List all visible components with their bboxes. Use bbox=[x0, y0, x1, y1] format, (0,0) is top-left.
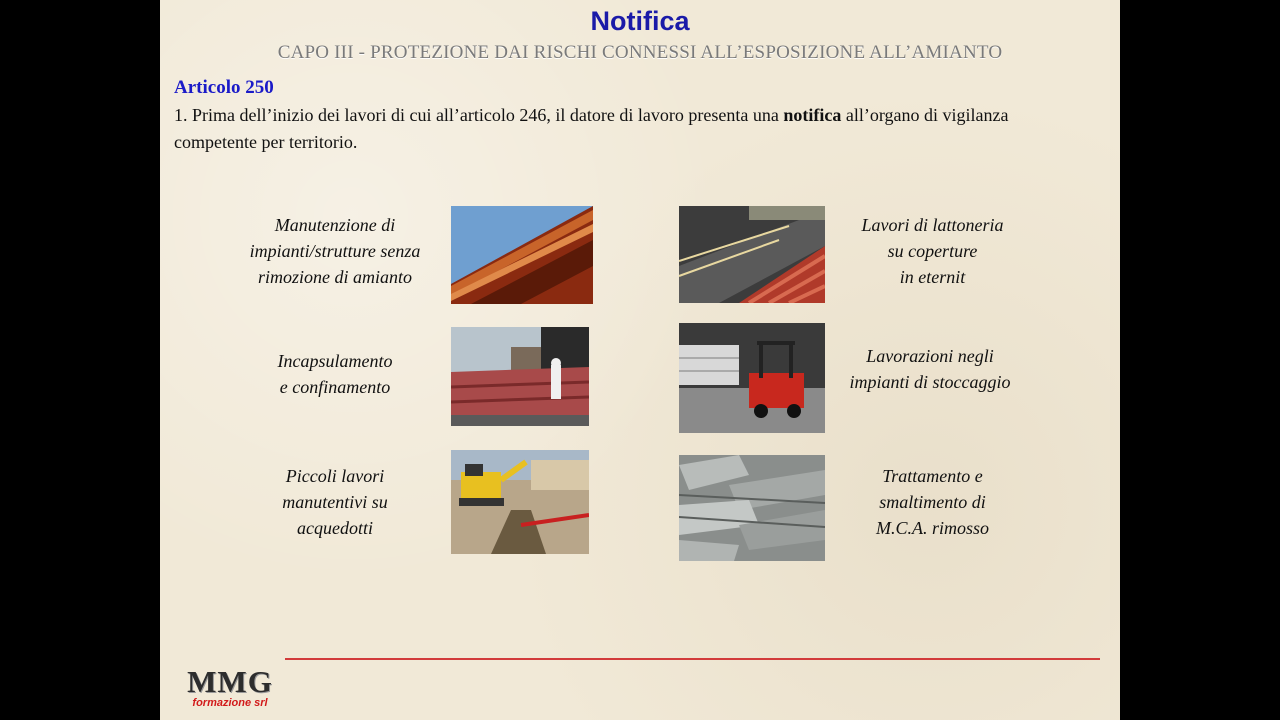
roof-tiles-photo bbox=[679, 206, 825, 303]
roof-gutter-photo bbox=[451, 206, 593, 304]
asbestos-debris-photo bbox=[679, 455, 825, 561]
article-text-part-2: all’organo di vigilanza competente per territorio. bbox=[174, 105, 1009, 152]
slide-title: Notifica bbox=[590, 6, 690, 36]
caption-line: manutentivi su bbox=[282, 492, 388, 512]
forklift-photo bbox=[679, 323, 825, 433]
caption-line: rimozione di amianto bbox=[257, 267, 412, 287]
article-text-bold: notifica bbox=[783, 105, 842, 125]
article-heading: Articolo 250 bbox=[174, 77, 274, 98]
caption-line: in eternit bbox=[899, 267, 966, 287]
caption-line: smaltimento di bbox=[879, 492, 986, 512]
caption-stoccaggio bbox=[830, 343, 1030, 395]
caption-line: su coperture bbox=[887, 241, 978, 261]
mmg-logo bbox=[182, 664, 278, 714]
caption-acquedotti bbox=[240, 463, 430, 541]
caption-line: e confinamento bbox=[279, 377, 391, 397]
caption-manutenzione bbox=[220, 212, 450, 290]
excavator-photo bbox=[451, 450, 589, 554]
caption-line: Piccoli lavori bbox=[285, 466, 385, 486]
logo-main-text: MMG bbox=[187, 664, 273, 699]
caption-line: impianti di stoccaggio bbox=[849, 372, 1011, 392]
caption-line: acquedotti bbox=[297, 518, 373, 538]
footer-divider bbox=[285, 658, 1100, 660]
caption-line: Manutenzione di bbox=[274, 215, 396, 235]
caption-smaltimento bbox=[840, 463, 1025, 541]
article-text-part-1: 1. Prima dell’inizio dei lavori di cui all’articolo 246, il datore di lavoro presenta una bbox=[174, 105, 784, 125]
caption-lattoneria bbox=[840, 212, 1025, 290]
caption-line: Lavori di lattoneria bbox=[861, 215, 1004, 235]
caption-line: Lavorazioni negli bbox=[866, 346, 994, 366]
article-text bbox=[174, 102, 1074, 156]
worker-spraying-photo bbox=[451, 327, 589, 426]
caption-line: Trattamento e bbox=[882, 466, 983, 486]
slide bbox=[160, 0, 1120, 720]
chapter-subtitle: CAPO III - PROTEZIONE DAI RISCHI CONNESSI ALL’ESPOSIZIONE ALL’AMIANTO bbox=[277, 42, 1003, 63]
caption-line: impianti/strutture senza bbox=[249, 241, 421, 261]
caption-incapsulamento bbox=[240, 348, 430, 400]
logo-sub-text: formazione srl bbox=[192, 697, 268, 709]
caption-line: M.C.A. rimosso bbox=[875, 518, 989, 538]
caption-line: Incapsulamento bbox=[277, 351, 393, 371]
